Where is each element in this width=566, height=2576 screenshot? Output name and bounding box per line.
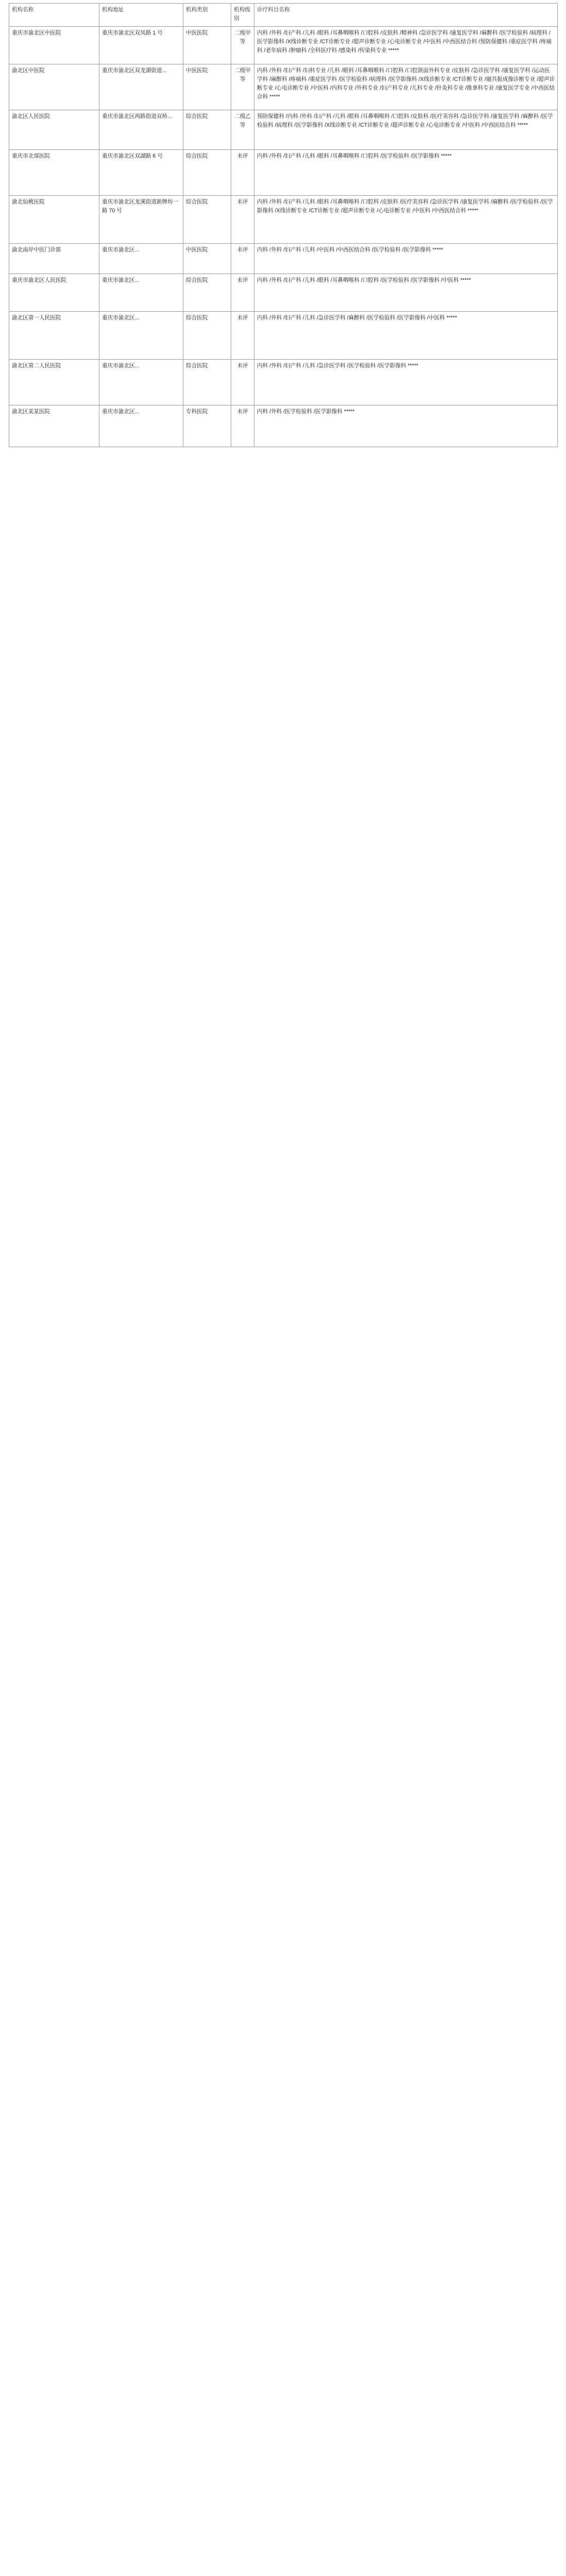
table-row [9,312,558,360]
cell-scope: 内科 /外科 /妇产科 /儿科 /眼科 /耳鼻咽喉科 /口腔科 /医学检验科 /医学影像科 ***** [254,150,558,196]
cell-level: 未评 [231,360,254,405]
cell-address: 重庆市渝北区... [99,405,183,447]
cell-address: 重庆市渝北区双湖路 6 号 [99,150,183,196]
cell-address: 重庆市渝北区两路街道双桥... [99,110,183,150]
cell-name: 渝北仙桃医院 [9,196,99,244]
table-body [9,27,558,447]
cell-scope: 内科 /外科 /妇产科 /儿科 /眼科 /耳鼻咽喉科 /口腔科 /皮肤科 /精神科 /急诊医学科 /康复医学科 /麻醉科 /医学检验科 /病理科 /医学影像科 /X线诊断专业 /CT诊断专业 /超声诊断专业 /心电诊断专业 /中医科 /中西医结合科 /预防保健科 /重症医学科 /疼痛科 /老年病科 /肿瘤科 /全科医疗科 /感染科 /传染科专业 ***** [254,27,558,64]
cell-scope: 内科 /外科 /妇产科 /儿科 /眼科 /耳鼻咽喉科 /口腔科 /皮肤科 /医疗美容科 /急诊医学科 /康复医学科 /麻醉科 /医学检验科 /医学影像科 /X线诊断专业 /CT诊断专业 /超声诊断专业 /心电诊断专业 /中医科 /中西医结合科 ***** [254,196,558,244]
cell-name: 渝北区中医院 [9,64,99,110]
table-row [9,150,558,196]
cell-name: 重庆市渝北区人民医院 [9,274,99,312]
cell-address: 重庆市渝北区双凤路 1 号 [99,27,183,64]
cell-level: 未评 [231,274,254,312]
cell-category: 综合医院 [183,110,231,150]
header-address: 机构地址 [99,4,183,27]
cell-name: 渝北区人民医院 [9,110,99,150]
cell-category: 综合医院 [183,274,231,312]
cell-name: 重庆市渝北区中医院 [9,27,99,64]
header-level: 机构级别 [231,4,254,27]
cell-address: 重庆市渝北区龙溪街道新牌坊一路 70 号 [99,196,183,244]
cell-address: 重庆市渝北区... [99,360,183,405]
cell-level: 未评 [231,312,254,360]
cell-scope: 内科 /外科 /妇产科 /妇科专业 /儿科 /眼科 /耳鼻咽喉科 /口腔科 /口腔颌面外科专业 /皮肤科 /急诊医学科 /康复医学科 /运动医学科 /麻醉科 /疼痛科 /重症医学科 /医学检验科 /病理科 /医学影像科 /X线诊断专业 /CT诊断专业 /磁共振成像诊断专业 /超声诊断专业 /心电诊断专业 /中医科 /内科专业 /外科专业 /妇产科专业 /儿科专业 /针灸科专业 /推拿科专业 /康复医学专业 /中西医结合科 ***** [254,64,558,110]
table-row [9,27,558,64]
cell-category: 中医医院 [183,64,231,110]
table-row [9,360,558,405]
cell-level: 未评 [231,196,254,244]
cell-scope: 内科 /外科 /妇产科 /儿科 /眼科 /耳鼻咽喉科 /口腔科 /医学检验科 /医学影像科 /中医科 ***** [254,274,558,312]
cell-category: 专科医院 [183,405,231,447]
cell-address: 重庆市渝北区... [99,312,183,360]
table-row [9,274,558,312]
cell-name: 渝北区某某医院 [9,405,99,447]
cell-address: 重庆市渝北区双龙湖街道... [99,64,183,110]
table-row [9,64,558,110]
cell-address: 重庆市渝北区... [99,244,183,274]
cell-level: 二级乙等 [231,110,254,150]
cell-name: 渝北南岸中医门诊部 [9,244,99,274]
cell-scope: 内科 /外科 /妇产科 /儿科 /急诊医学科 /麻醉科 /医学检验科 /医学影像科 /中医科 ***** [254,312,558,360]
cell-category: 综合医院 [183,312,231,360]
cell-category: 综合医院 [183,196,231,244]
cell-level: 二级甲等 [231,27,254,64]
header-scope: 诊疗科目名称 [254,4,558,27]
cell-level: 二级甲等 [231,64,254,110]
cell-level: 未评 [231,405,254,447]
cell-scope: 内科 /外科 /妇产科 /儿科 /急诊医学科 /医学检验科 /医学影像科 ***** [254,360,558,405]
cell-name: 渝北区第一人民医院 [9,312,99,360]
table-row [9,110,558,150]
cell-category: 综合医院 [183,150,231,196]
cell-category: 中医医院 [183,244,231,274]
cell-scope: 预防保健科 /内科 /外科 /妇产科 /儿科 /眼科 /耳鼻咽喉科 /口腔科 /皮肤科 /医疗美容科 /急诊医学科 /康复医学科 /麻醉科 /医学检验科 /病理科 /医学影像科 /X线诊断专业 /CT诊断专业 /超声诊断专业 /心电诊断专业 /中医科 /中西医结合科 ***** [254,110,558,150]
cell-category: 中医医院 [183,27,231,64]
cell-category: 综合医院 [183,360,231,405]
header-name: 机构名称 [9,4,99,27]
cell-scope: 内科 /外科 /妇产科 /儿科 /中医科 /中西医结合科 /医学检验科 /医学影像科 ***** [254,244,558,274]
header-row [9,4,558,27]
header-category: 机构类别 [183,4,231,27]
table-row [9,196,558,244]
institution-table [9,3,558,447]
table-row [9,244,558,274]
cell-name: 重庆市北部医院 [9,150,99,196]
cell-scope: 内科 /外科 /医学检验科 /医学影像科 ***** [254,405,558,447]
cell-level: 未评 [231,244,254,274]
table-row [9,405,558,447]
cell-address: 重庆市渝北区... [99,274,183,312]
cell-name: 渝北区第二人民医院 [9,360,99,405]
cell-level: 未评 [231,150,254,196]
